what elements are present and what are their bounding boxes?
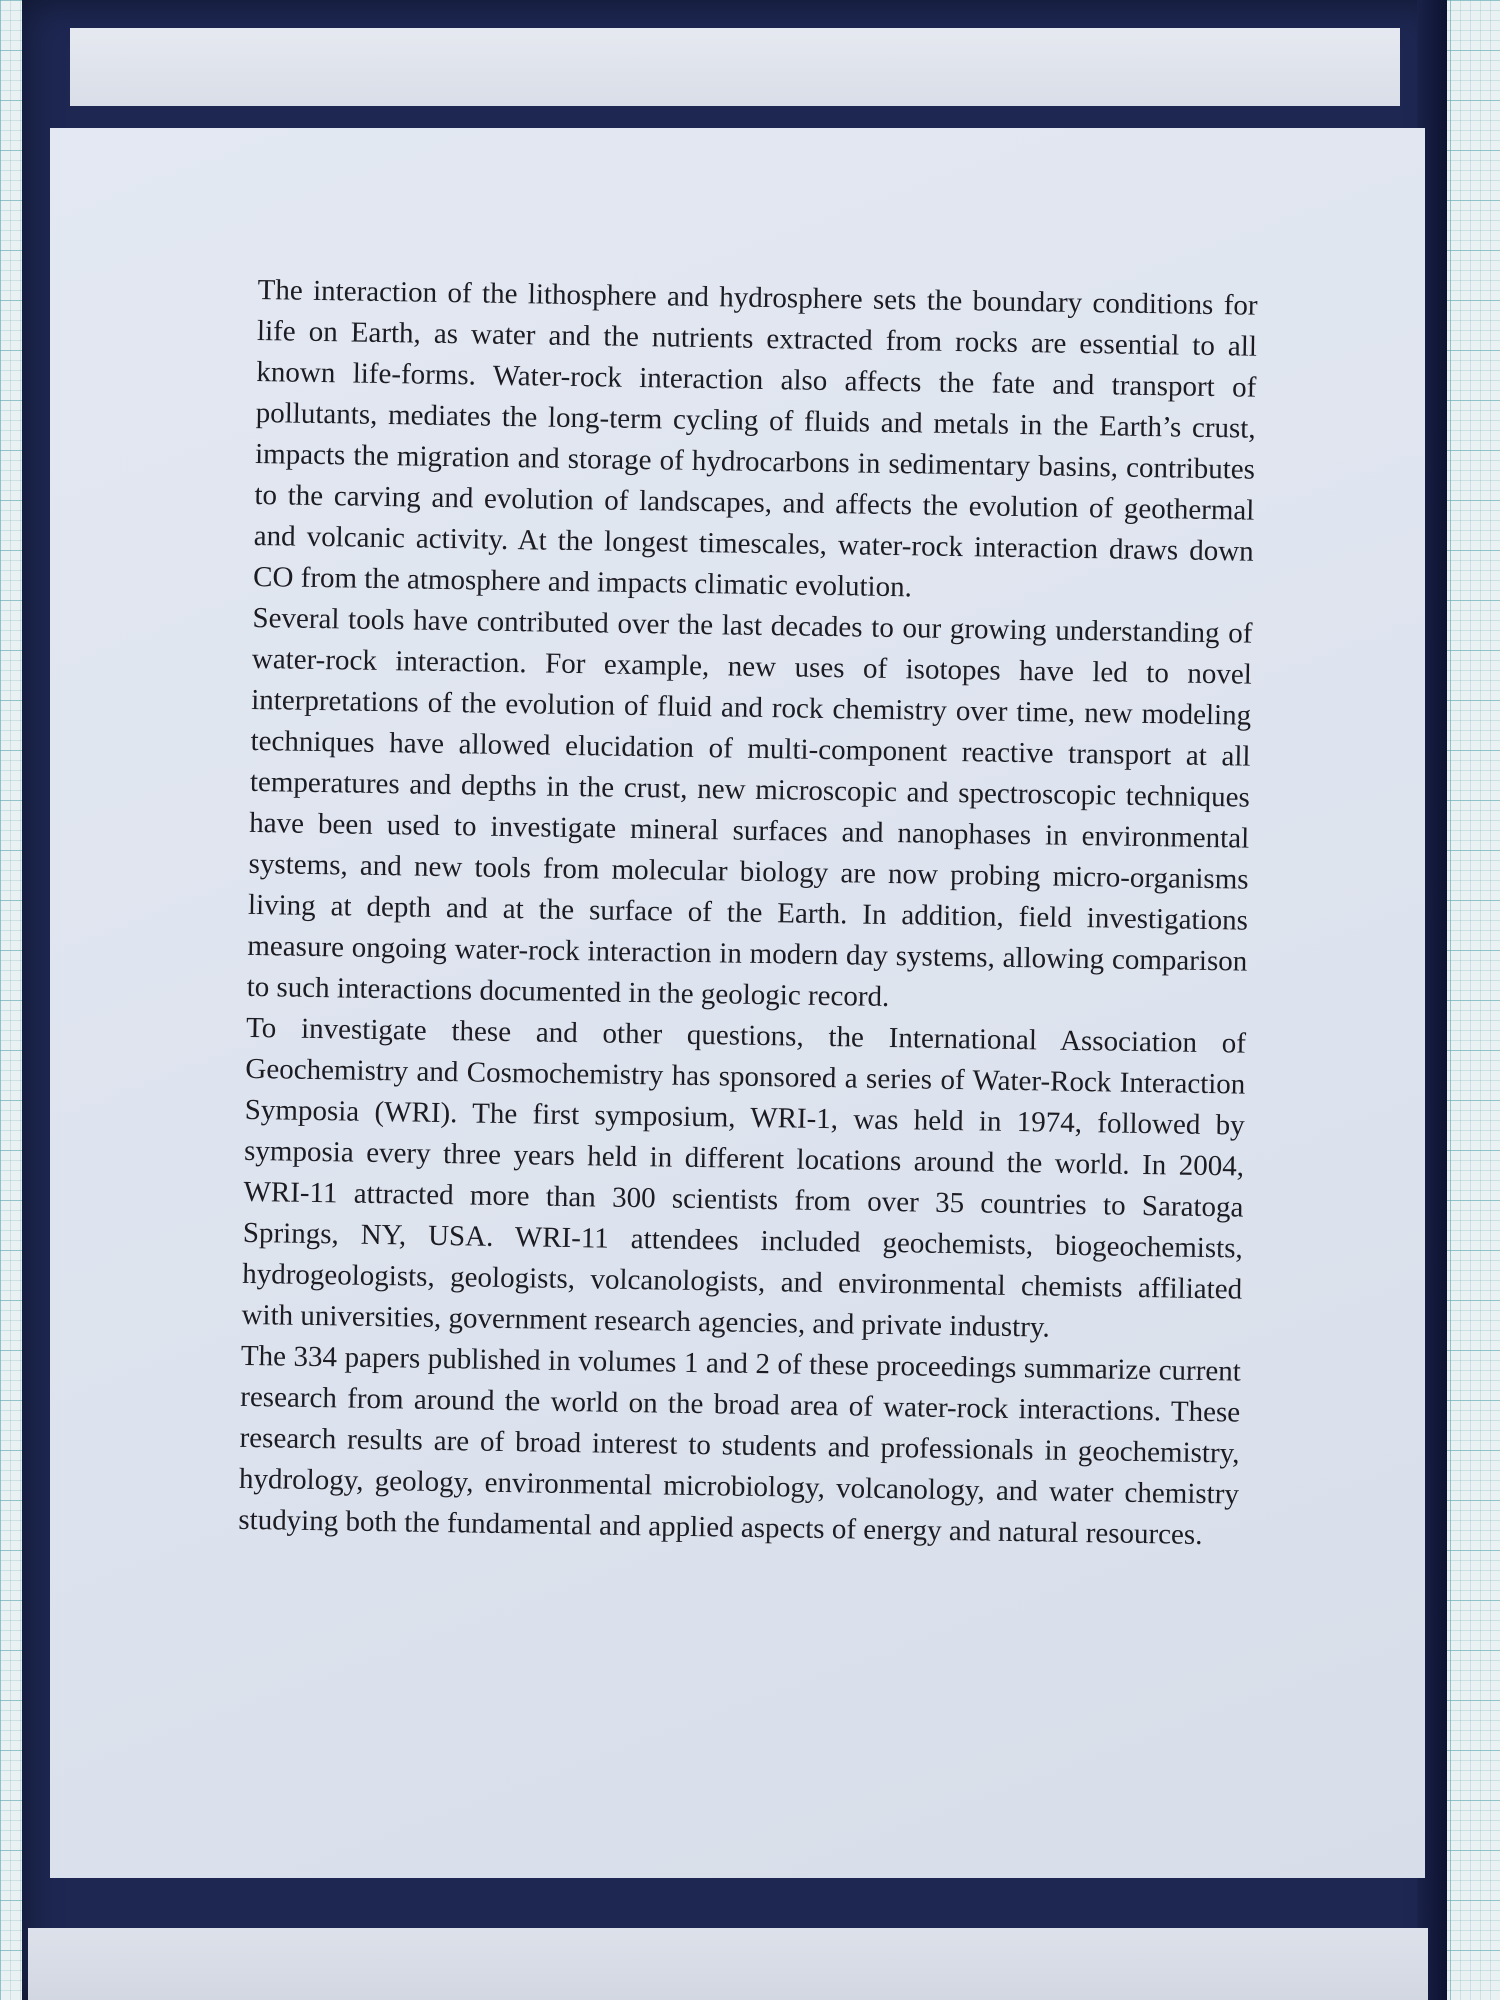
- blurb-paragraph-lithosphere: The interaction of the lithosphere and hydrosphere sets the boundary conditions for life on Earth, as water and the nutrients extracted from rocks are essential to all known life-forms. Water-rock interaction also affects the fate and transport of pollutants, mediates the long-term cycling of fluids and metals in the Earth’s crust, impacts the migration and storage of hydrocarbons in sedimentary basins, contributes to the carving and evolution of landscapes, and affects the evolution of geothermal and volcanic activity. At the longest timescales, water-rock interaction draws down CO from the atmosphere and impacts climatic evolution.: [252, 273, 1258, 604]
- top-decorative-stripe: [70, 28, 1400, 106]
- blurb-paragraph-symposia: To investigate these and other questions, the International Association of Geochemistry and Cosmochemistry has sponsored a series of Water-Rock Interaction Symposia (WRI). The first symposium, WRI-1, was held in 1974, followed by symposia every three years held in different locations around the world. In 2004, WRI-11 attracted more than 300 scientists from over 35 countries to Saratoga Springs, NY, USA. WRI-11 attendees included geochemists, biogeochemists, hydrogeologists, geologists, volcanologists, and environmental chemists affiliated with universities, government research agencies, and private industry.: [241, 1011, 1247, 1344]
- blurb-paragraph-tools: Several tools have contributed over the last decades to our growing understanding of water-rock interaction. For example, new uses of isotopes have led to novel interpretations of the evolution of fluid and rock chemistry over time, new modeling techniques have allowed elucidation of multi-component reactive transport at all temperatures and depths in the crust, new microscopic and spectroscopic techniques have been used to investigate mineral surfaces and nanophases in environmental systems, and new tools from molecular biology are now probing micro-organisms living at depth and at the surface of the Earth. In addition, field investigations measure ongoing water-rock interaction in modern day systems, allowing comparison to such interactions documented in the geologic record.: [246, 601, 1253, 1014]
- blurb-paragraph-proceedings: The 334 papers published in volumes 1 and 2 of these proceedings summarize current research from around the world on the broad area of water-rock interactions. These research results are of broad interest to students and professionals in geochemistry, hydrology, geology, environmental microbiology, volcanology, and water chemistry studying both the fundamental and applied aspects of energy and natural resources.: [238, 1339, 1242, 1551]
- bottom-decorative-stripe: [28, 1928, 1428, 2000]
- blurb-text: [238, 270, 1258, 1557]
